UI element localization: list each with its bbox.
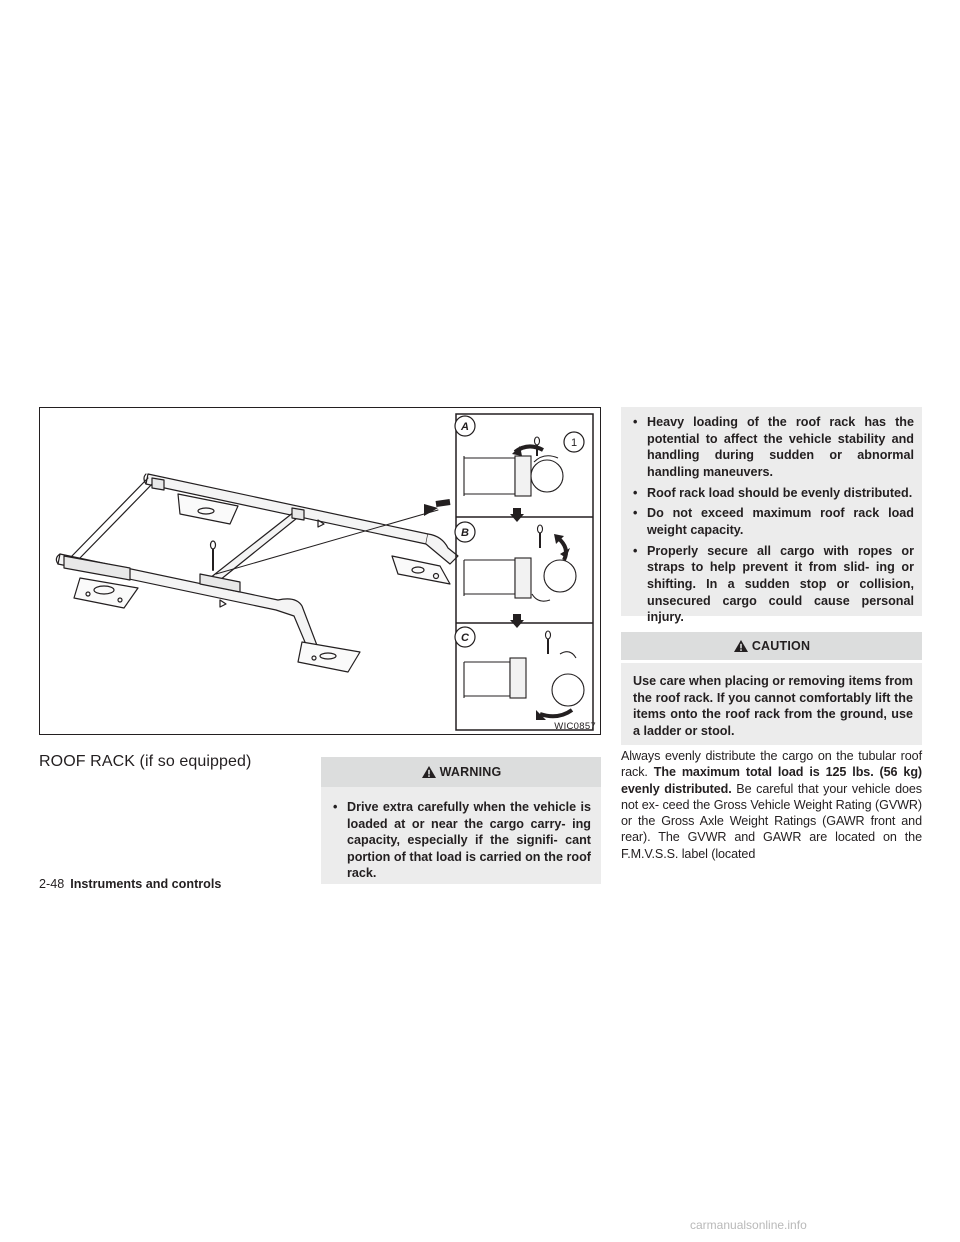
panel-b-label: B [461,527,469,539]
warning-header [321,757,601,787]
warning-item: • Do not exceed maximum roof rack load weight capacity. [621,505,914,538]
panel-c-label: C [461,632,469,644]
panel-a-label: A [461,421,469,433]
figure-code: WIC0857 [554,721,596,732]
caution-heading: CAUTION [751,639,811,653]
warning-box [321,757,601,884]
body-text-end: Be careful that your vehicle does not ex- ceed the Gross Vehicle Weight Rating (GVWR) or the Gross Axle Weight Ratings (GAWR front and rear). The GVWR and GAWR are located on the F.M.V.S.S. label (located [621,781,922,861]
caution-header [621,632,922,660]
section-title: ROOF RACK (if so equipped) [39,753,252,770]
watermark: carmanualsonline.info [690,1218,807,1232]
body-text-bold: The maximum total load is 125 lbs. (56 kg) evenly distributed. [621,765,923,796]
caution-triangle-icon [733,639,749,653]
warning-item: • Heavy loading of the roof rack has the potential to affect the vehicle stability and handling during sudden or abnormal handling maneuvers. [621,414,914,480]
body-text-start: Always evenly distribute the cargo on the tubular roof rack. [621,749,922,780]
warning-item: • Drive extra carefully when the vehicle is loaded at or near the cargo carry- ing capacity, especially if the signifi- cant portion of that load is carried on the roof rack. [321,799,591,882]
warning-item: • Roof rack load should be evenly distributed. [621,485,914,502]
warning-body [321,787,601,884]
warning-box-continued [621,407,922,625]
roof-rack-illustration [39,407,601,735]
warning-item: • Properly secure all cargo with ropes or straps to help prevent it from slid- ing or shifting. In a sudden stop or collision, unsecured cargo could cause personal injury. [621,543,914,626]
caution-text: Use care when placing or removing items from the roof rack. If you cannot comfortably lift the items onto the roof rack from the ground, use a ladder or stool. [621,663,922,745]
chapter-title: Instruments and controls [70,877,222,891]
page-footer [39,877,221,891]
callout-label: 1 [570,437,578,449]
page-number: 2-48 [39,877,65,891]
roof-rack-drawing [40,408,600,734]
caution-box [621,632,922,745]
warning-triangle-icon [421,765,437,779]
warning-body-continued [621,407,922,625]
warning-heading: WARNING [439,765,502,779]
body-paragraph [621,748,922,862]
